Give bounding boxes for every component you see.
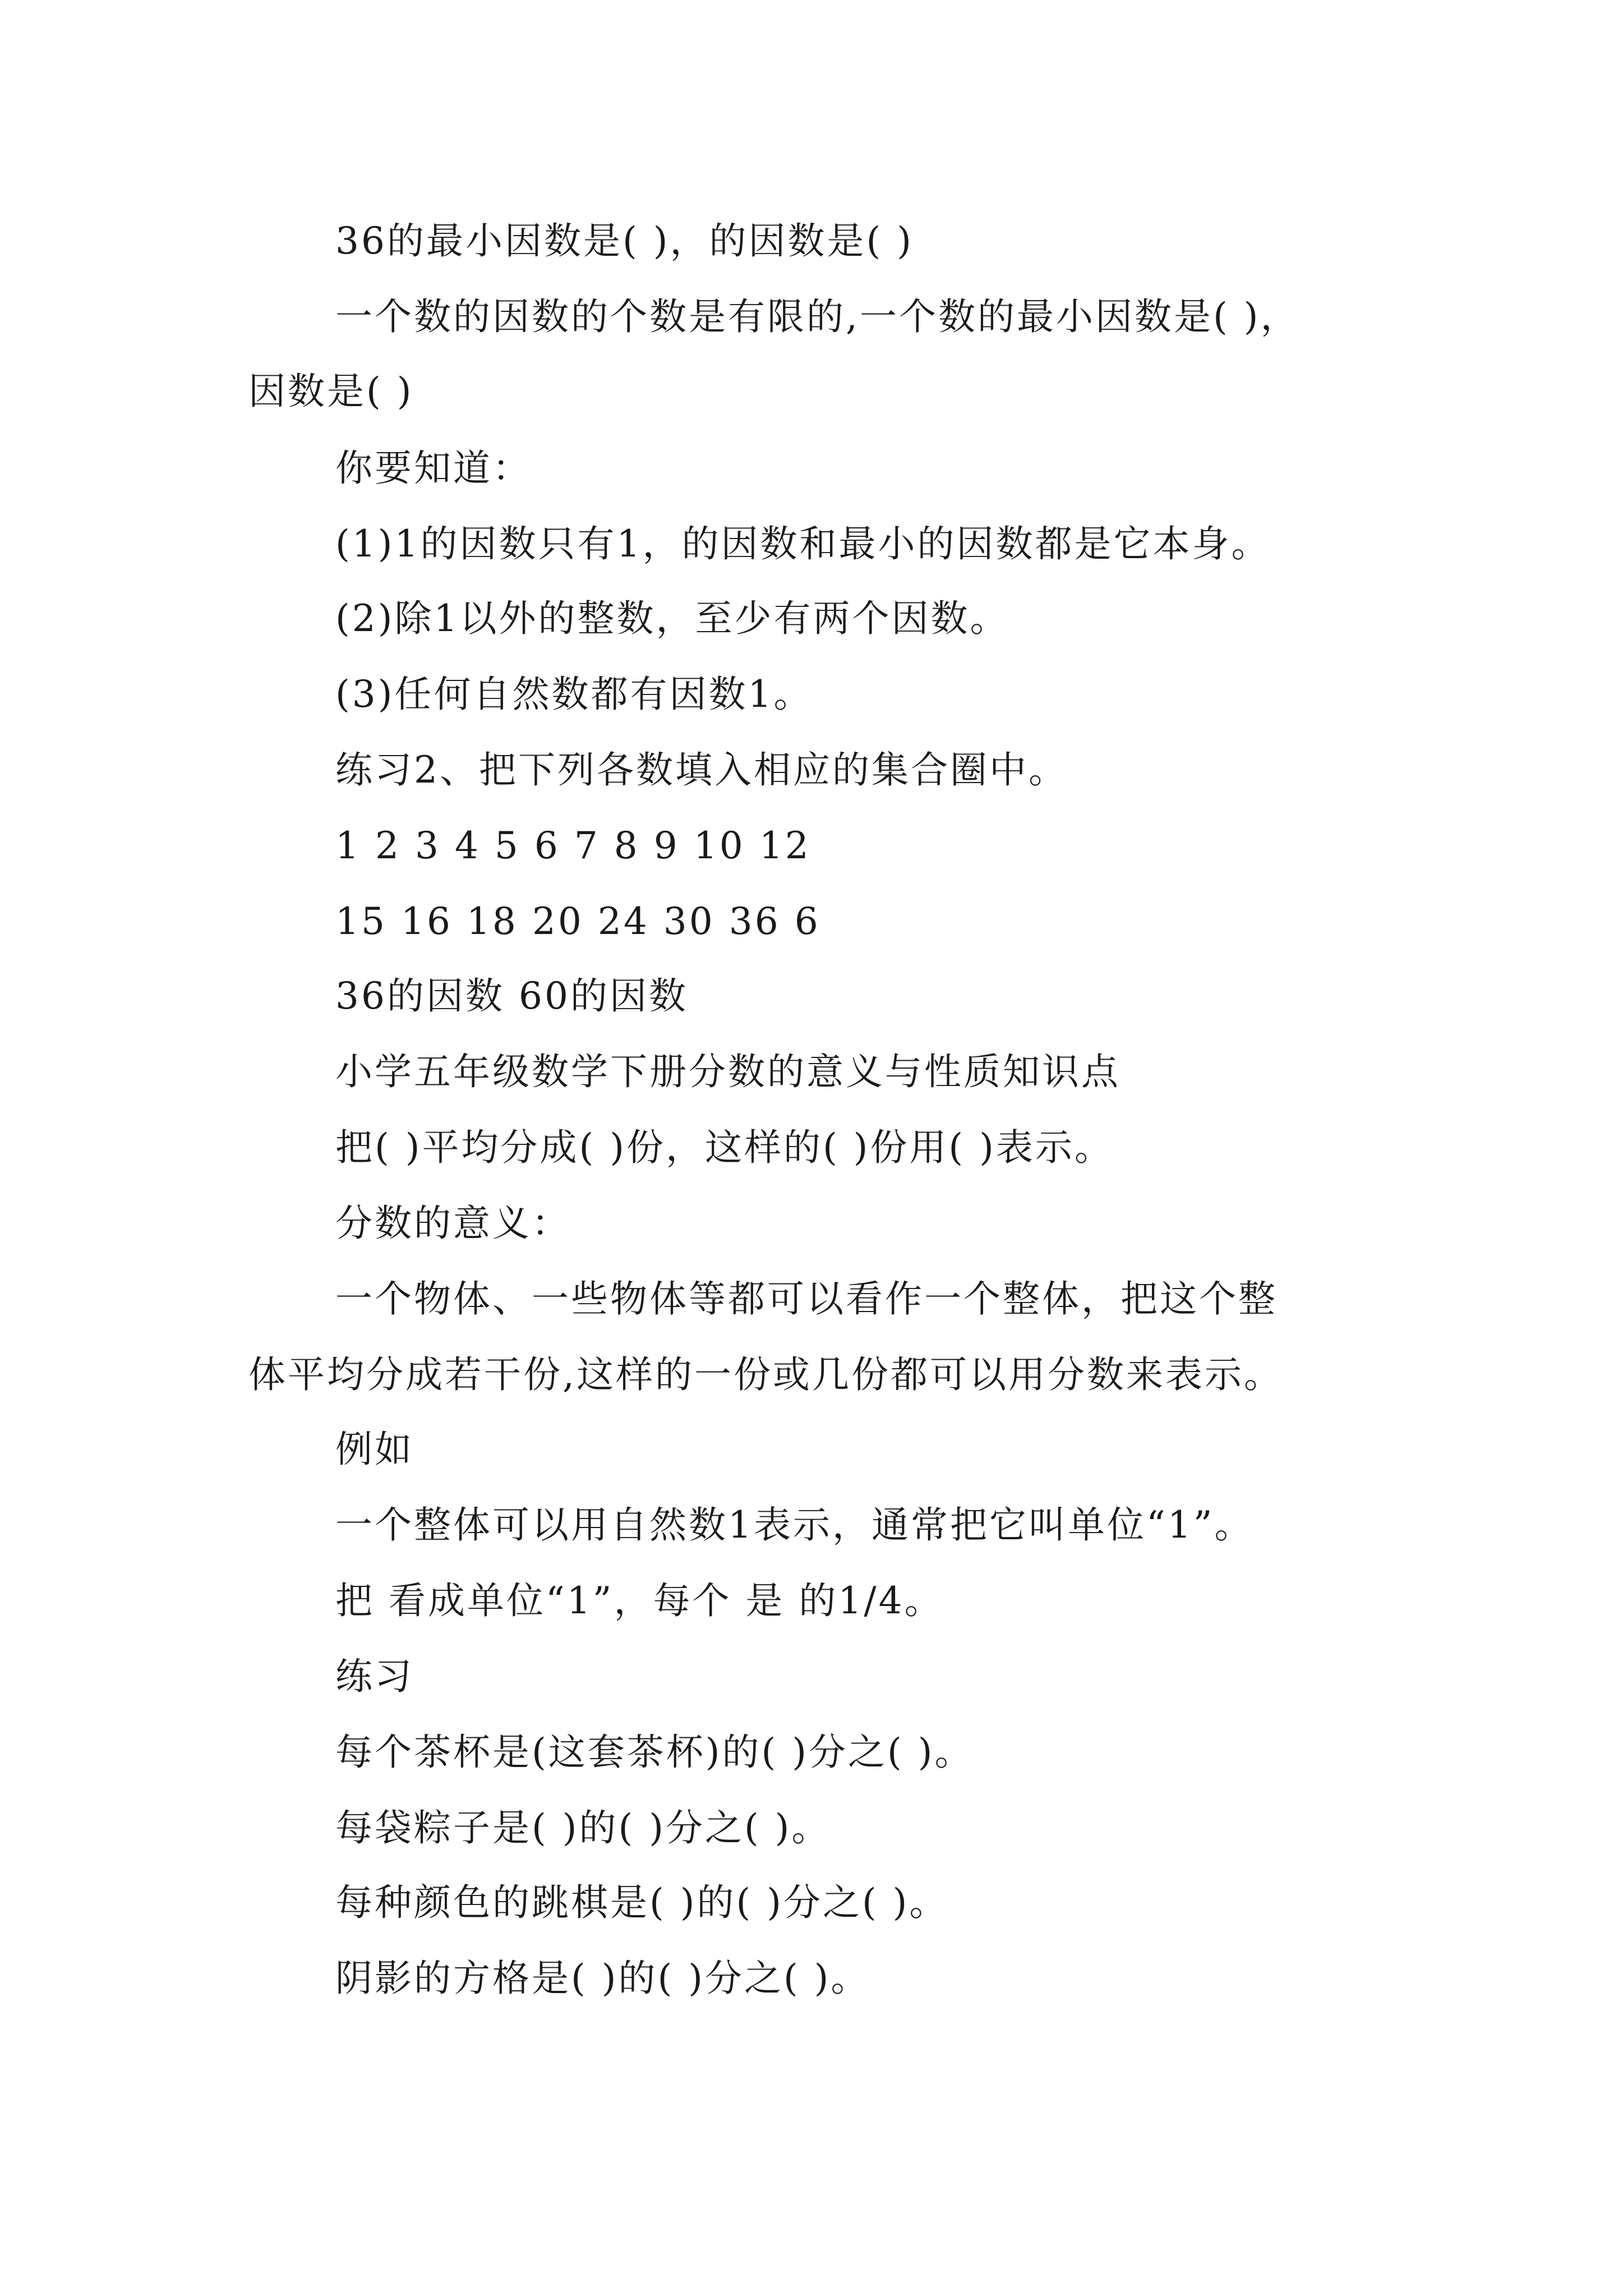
text-line: 分数的意义：: [335, 1202, 571, 1245]
text-line: 把( )平均分成( )份，这样的( )份用( )表示。: [335, 1126, 1114, 1169]
text-line: (2)除1以外的整数，至少有两个因数。: [335, 597, 1009, 640]
text-line: 例如: [335, 1428, 414, 1471]
text-line: 36的最小因数是( )，的因数是( ): [335, 219, 914, 263]
text-line: 小学五年级数学下册分数的意义与性质知识点: [335, 1050, 1121, 1093]
text-line: 把 看成单位“1”，每个 是 的1/4。: [335, 1579, 944, 1622]
text-line: 你要知道：: [335, 447, 532, 490]
text-line: 练习2、把下列各数填入相应的集合圈中。: [335, 748, 1068, 792]
text-line: 练习: [335, 1655, 414, 1698]
text-line: 36的因数 60的因数: [335, 974, 688, 1018]
text-line: 阴影的方格是( )的( )分之( )。: [335, 1957, 870, 2000]
text-line: 15 16 18 20 24 30 36 6: [335, 900, 820, 943]
text-line: (1)1的因数只有1，的因数和最小的因数都是它本身。: [335, 522, 1271, 565]
text-line: 一个整体可以用自然数1表示，通常把它叫单位“1”。: [335, 1503, 1254, 1547]
text-line: 每种颜色的跳棋是( )的( )分之( )。: [335, 1881, 949, 1924]
text-line: 体平均分成若干份,这样的一份或几份都可以用分数来表示。: [248, 1353, 1283, 1396]
text-line: 一个物体、一些物体等都可以看作一个整体，把这个整: [335, 1277, 1278, 1320]
text-line: 1 2 3 4 5 6 7 8 9 10 12: [335, 824, 811, 867]
text-line: (3)任何自然数都有因数1。: [335, 673, 813, 716]
text-line: 每袋粽子是( )的( )分之( )。: [335, 1806, 831, 1849]
text-line: 一个数的因数的个数是有限的,一个数的最小因数是( )，: [335, 295, 1300, 338]
text-line: 因数是( ): [248, 370, 414, 413]
text-line: 每个茶杯是(这套茶杯)的( )分之( )。: [335, 1731, 974, 1774]
